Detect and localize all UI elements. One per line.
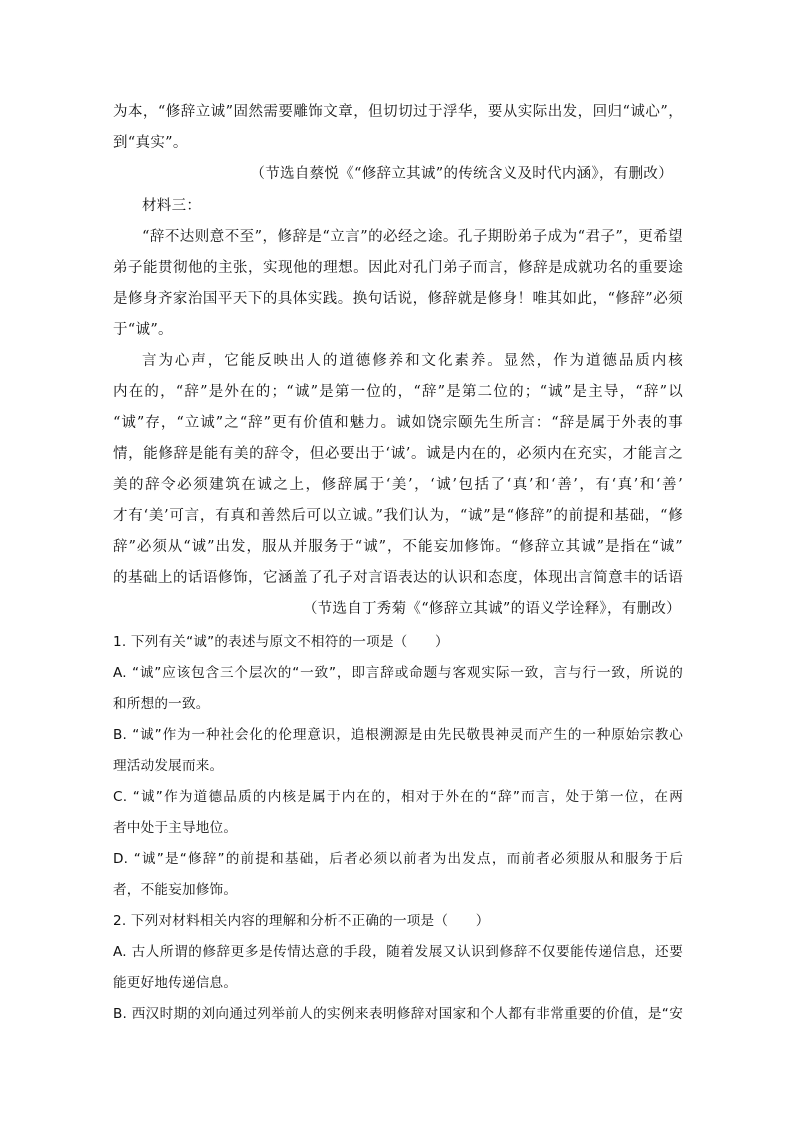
material3-para1-line-3: 是修身齐家治国平天下的具体实践。换句话说，修辞就是修身！唯其如此，“修辞”必须 [113,291,683,307]
material2-source: （节选自蔡悦《“修辞立其诚”的传统含义及时代内涵》，有删改） [250,166,673,182]
material3-heading: 材料三： [142,198,202,214]
q1-option-b-line-1: B. “诚”作为一种社会化的伦理意识，追根溯源是由先民敬畏神灵而产生的一种原始宗教心 [113,727,683,743]
q2-option-a-line-1: A. 古人所谓的修辞更多是传情达意的手段，随着发展又认识到修辞不仅要能传递信息，还要 [113,944,683,960]
material2-line-1: 为本，“修辞立诚”固然需要雕饰文章，但切切过于浮华，要从实际出发，回归“诚心”， [113,104,683,120]
material3-para2-line-6: 才有‘美’可言，有真和善然后可以立诚。”我们认为，“诚”是“修辞”的前提和基础，“修 [113,508,683,524]
material3-para1-line-1: “辞不达则意不至”，修辞是“立言”的必经之途。孔子期盼弟子成为“君子”，更希望 [142,229,683,245]
material3-para2-line-1: 言为心声，它能反映出人的道德修养和文化素养。显然，作为道德品质内核 [142,353,683,369]
material3-para1-line-4: 于“诚”。 [113,322,173,338]
q2-option-b-line-1: B. 西汉时期的刘向通过列举前人的实例来表明修辞对国家和个人都有非常重要的价值，是“安 [113,1006,683,1022]
q1-stem: 1. 下列有关“诚”的表述与原文不相符的一项是（ ） [113,634,449,650]
material3-para2-line-2: 内在的，“辞”是外在的；“诚”是第一位的，“辞”是第二位的；“诚”是主导，“辞”以 [113,384,683,400]
material3-para2-line-5: 美的辞令必须建筑在诚之上，修辞属于‘美’，‘诚’包括了‘真’和‘善’，有‘真’和‘善’ [113,477,683,493]
q1-option-d-line-2: 者，不能妄加修饰。 [113,882,238,898]
q1-option-b-line-2: 理活动发展而来。 [113,758,224,774]
material3-para2-line-7: 辞”必须从“诚”出发，服从并服务于“诚”，不能妄加修饰。“修辞立其诚”是指在“诚” [113,539,683,555]
material2-line-2: 到“真实”。 [113,135,188,151]
q1-option-c-line-2: 者中处于主导地位。 [113,820,238,836]
material3-para2-line-8: 的基础上的话语修饰，它涵盖了孔子对言语表达的认识和态度，体现出言简意丰的话语 [113,570,683,586]
q1-option-d-line-1: D. “诚”是“修辞”的前提和基础，后者必须以前者为出发点，而前者必须服从和服务于后 [113,851,683,867]
q2-option-a-line-2: 能更好地传递信息。 [113,975,238,991]
material3-para1-line-2: 弟子能贯彻他的主张，实现他的理想。因此对孔门弟子而言，修辞是成就功名的重要途 [113,260,683,276]
material3-source: （节选自丁秀菊《“修辞立其诚”的语义学诠释》，有删改） [302,601,681,617]
q2-stem: 2. 下列对材料相关内容的理解和分析不正确的一项是（ ） [113,913,490,929]
q1-option-a-line-1: A. “诚”应该包含三个层次的“一致”，即言辞或命题与客观实际一致，言与行一致，所说的 [113,665,683,681]
material3-para2-line-3: “诚”存，“立诚”之“辞”更有价值和魅力。诚如饶宗颐先生所言：“辞是属于外表的事 [113,415,683,431]
material3-para2-line-4: 情，能修辞是能有美的辞令，但必要出于‘诚’。诚是内在的，必须内在充实，才能言之 [113,446,683,462]
q1-option-a-line-2: 和所想的一致。 [113,696,210,712]
q1-option-c-line-1: C. “诚”作为道德品质的内核是属于内在的，相对于外在的“辞”而言，处于第一位，在两 [113,789,683,805]
